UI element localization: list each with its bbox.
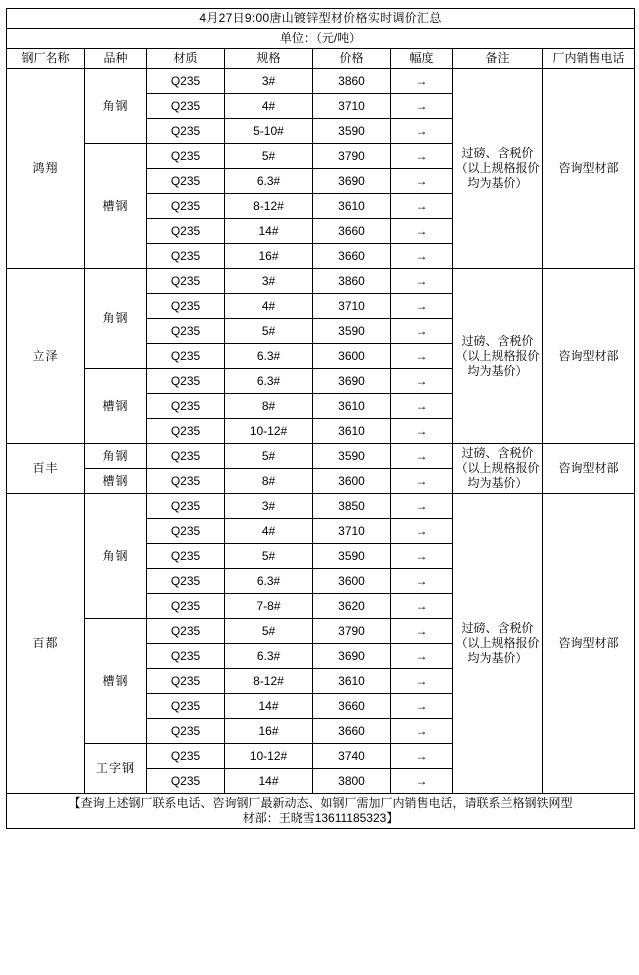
grade-cell: Q235 — [147, 694, 225, 719]
grade-cell: Q235 — [147, 169, 225, 194]
price-cell: 3790 — [313, 619, 391, 644]
price-cell: 3710 — [313, 519, 391, 544]
spec-cell: 6.3# — [225, 369, 313, 394]
grade-cell: Q235 — [147, 719, 225, 744]
spec-cell: 8-12# — [225, 669, 313, 694]
sales-phone-cell: 咨询型材部 — [543, 269, 635, 444]
category-cell: 角钢 — [85, 69, 147, 144]
price-change-arrow-icon: → — [391, 244, 453, 269]
title-row — [7, 9, 635, 29]
price-change-arrow-icon: → — [391, 694, 453, 719]
price-change-arrow-icon: → — [391, 294, 453, 319]
sales-phone-cell: 咨询型材部 — [543, 444, 635, 494]
footer-row — [7, 794, 635, 829]
sales-phone-cell: 咨询型材部 — [543, 69, 635, 269]
grade-cell: Q235 — [147, 269, 225, 294]
price-change-arrow-icon: → — [391, 319, 453, 344]
grade-cell: Q235 — [147, 69, 225, 94]
price-cell: 3860 — [313, 69, 391, 94]
spec-cell: 3# — [225, 494, 313, 519]
grade-cell: Q235 — [147, 94, 225, 119]
price-cell: 3660 — [313, 719, 391, 744]
spec-cell: 4# — [225, 294, 313, 319]
price-cell: 3600 — [313, 469, 391, 494]
price-cell: 3590 — [313, 544, 391, 569]
unit-row — [7, 29, 635, 49]
spec-cell: 14# — [225, 694, 313, 719]
price-change-arrow-icon: → — [391, 519, 453, 544]
mill-name-cell: 百都 — [7, 494, 85, 794]
spec-cell: 6.3# — [225, 644, 313, 669]
column-header-price: 价格 — [313, 49, 391, 69]
note-cell: 过磅、含税价（以上规格报价均为基价） — [453, 269, 543, 444]
price-cell: 3800 — [313, 769, 391, 794]
price-cell: 3860 — [313, 269, 391, 294]
price-change-arrow-icon: → — [391, 69, 453, 94]
note-cell: 过磅、含税价（以上规格报价均为基价） — [453, 69, 543, 269]
category-cell: 槽钢 — [85, 619, 147, 744]
page-title: 4月27日9:00唐山镀锌型材价格实时调价汇总 — [7, 9, 635, 29]
grade-cell: Q235 — [147, 294, 225, 319]
grade-cell: Q235 — [147, 494, 225, 519]
column-header-note: 备注 — [453, 49, 543, 69]
grade-cell: Q235 — [147, 594, 225, 619]
price-change-arrow-icon: → — [391, 494, 453, 519]
price-change-arrow-icon: → — [391, 594, 453, 619]
category-cell: 槽钢 — [85, 469, 147, 494]
spec-cell: 10-12# — [225, 744, 313, 769]
grade-cell: Q235 — [147, 619, 225, 644]
price-cell: 3590 — [313, 119, 391, 144]
grade-cell: Q235 — [147, 219, 225, 244]
category-cell: 角钢 — [85, 444, 147, 469]
price-cell: 3790 — [313, 144, 391, 169]
price-change-arrow-icon: → — [391, 669, 453, 694]
note-cell: 过磅、含税价（以上规格报价均为基价） — [453, 494, 543, 794]
spec-cell: 3# — [225, 69, 313, 94]
price-cell: 3610 — [313, 194, 391, 219]
table-row — [7, 69, 635, 94]
mill-name-cell: 立泽 — [7, 269, 85, 444]
grade-cell: Q235 — [147, 319, 225, 344]
price-cell: 3660 — [313, 244, 391, 269]
grade-cell: Q235 — [147, 569, 225, 594]
column-header-mill: 钢厂名称 — [7, 49, 85, 69]
spec-cell: 14# — [225, 769, 313, 794]
grade-cell: Q235 — [147, 119, 225, 144]
spec-cell: 4# — [225, 94, 313, 119]
column-header-row — [7, 49, 635, 69]
price-change-arrow-icon: → — [391, 769, 453, 794]
spec-cell: 4# — [225, 519, 313, 544]
grade-cell: Q235 — [147, 144, 225, 169]
spec-cell: 8-12# — [225, 194, 313, 219]
grade-cell: Q235 — [147, 744, 225, 769]
price-change-arrow-icon: → — [391, 469, 453, 494]
category-cell: 槽钢 — [85, 144, 147, 269]
grade-cell: Q235 — [147, 444, 225, 469]
price-cell: 3600 — [313, 344, 391, 369]
note-cell: 过磅、含税价（以上规格报价均为基价） — [453, 444, 543, 494]
price-change-arrow-icon: → — [391, 269, 453, 294]
price-change-arrow-icon: → — [391, 544, 453, 569]
column-header-spec: 规格 — [225, 49, 313, 69]
spec-cell: 5# — [225, 444, 313, 469]
spec-cell: 5-10# — [225, 119, 313, 144]
price-cell: 3600 — [313, 569, 391, 594]
price-table — [6, 8, 635, 829]
spec-cell: 5# — [225, 544, 313, 569]
footer-line-2: 材部：王晓雪13611185323】 — [242, 811, 399, 825]
price-cell: 3620 — [313, 594, 391, 619]
spec-cell: 14# — [225, 219, 313, 244]
grade-cell: Q235 — [147, 519, 225, 544]
table-row — [7, 444, 635, 469]
unit-label: 单位：（元/吨） — [7, 29, 635, 49]
grade-cell: Q235 — [147, 394, 225, 419]
price-change-arrow-icon: → — [391, 194, 453, 219]
spec-cell: 5# — [225, 144, 313, 169]
spec-cell: 16# — [225, 244, 313, 269]
spec-cell: 3# — [225, 269, 313, 294]
price-change-arrow-icon: → — [391, 169, 453, 194]
price-change-arrow-icon: → — [391, 744, 453, 769]
price-change-arrow-icon: → — [391, 119, 453, 144]
price-cell: 3690 — [313, 644, 391, 669]
table-row — [7, 494, 635, 519]
spec-cell: 6.3# — [225, 569, 313, 594]
column-header-phone: 厂内销售电话 — [543, 49, 635, 69]
spec-cell: 8# — [225, 469, 313, 494]
price-cell: 3850 — [313, 494, 391, 519]
footer-line-1: 【查询上述钢厂联系电话、咨询钢厂最新动态、如钢厂需加厂内销售电话，请联系兰格钢铁网型 — [68, 796, 573, 810]
price-cell: 3710 — [313, 294, 391, 319]
price-cell: 3610 — [313, 419, 391, 444]
price-change-arrow-icon: → — [391, 144, 453, 169]
price-cell: 3660 — [313, 694, 391, 719]
spec-cell: 16# — [225, 719, 313, 744]
price-change-arrow-icon: → — [391, 344, 453, 369]
grade-cell: Q235 — [147, 769, 225, 794]
column-header-range: 幅度 — [391, 49, 453, 69]
grade-cell: Q235 — [147, 644, 225, 669]
spec-cell: 6.3# — [225, 344, 313, 369]
spec-cell: 5# — [225, 319, 313, 344]
price-cell: 3590 — [313, 319, 391, 344]
spec-cell: 10-12# — [225, 419, 313, 444]
price-change-arrow-icon: → — [391, 94, 453, 119]
price-change-arrow-icon: → — [391, 719, 453, 744]
grade-cell: Q235 — [147, 544, 225, 569]
category-cell: 槽钢 — [85, 369, 147, 444]
grade-cell: Q235 — [147, 344, 225, 369]
price-change-arrow-icon: → — [391, 394, 453, 419]
price-change-arrow-icon: → — [391, 569, 453, 594]
spec-cell: 5# — [225, 619, 313, 644]
grade-cell: Q235 — [147, 419, 225, 444]
spec-cell: 6.3# — [225, 169, 313, 194]
price-cell: 3660 — [313, 219, 391, 244]
grade-cell: Q235 — [147, 369, 225, 394]
spec-cell: 8# — [225, 394, 313, 419]
price-cell: 3590 — [313, 444, 391, 469]
price-change-arrow-icon: → — [391, 219, 453, 244]
price-change-arrow-icon: → — [391, 369, 453, 394]
footer-note — [7, 794, 635, 829]
price-cell: 3690 — [313, 169, 391, 194]
price-cell: 3740 — [313, 744, 391, 769]
grade-cell: Q235 — [147, 469, 225, 494]
column-header-category: 品种 — [85, 49, 147, 69]
spec-cell: 7-8# — [225, 594, 313, 619]
category-cell: 工字钢 — [85, 744, 147, 794]
price-cell: 3710 — [313, 94, 391, 119]
grade-cell: Q235 — [147, 194, 225, 219]
grade-cell: Q235 — [147, 669, 225, 694]
price-cell: 3610 — [313, 394, 391, 419]
grade-cell: Q235 — [147, 244, 225, 269]
mill-name-cell: 百丰 — [7, 444, 85, 494]
sales-phone-cell: 咨询型材部 — [543, 494, 635, 794]
category-cell: 角钢 — [85, 494, 147, 619]
price-cell: 3610 — [313, 669, 391, 694]
price-change-arrow-icon: → — [391, 444, 453, 469]
category-cell: 角钢 — [85, 269, 147, 369]
mill-name-cell: 鸿翔 — [7, 69, 85, 269]
table-row — [7, 269, 635, 294]
column-header-grade: 材质 — [147, 49, 225, 69]
price-change-arrow-icon: → — [391, 644, 453, 669]
price-change-arrow-icon: → — [391, 419, 453, 444]
price-cell: 3690 — [313, 369, 391, 394]
price-change-arrow-icon: → — [391, 619, 453, 644]
